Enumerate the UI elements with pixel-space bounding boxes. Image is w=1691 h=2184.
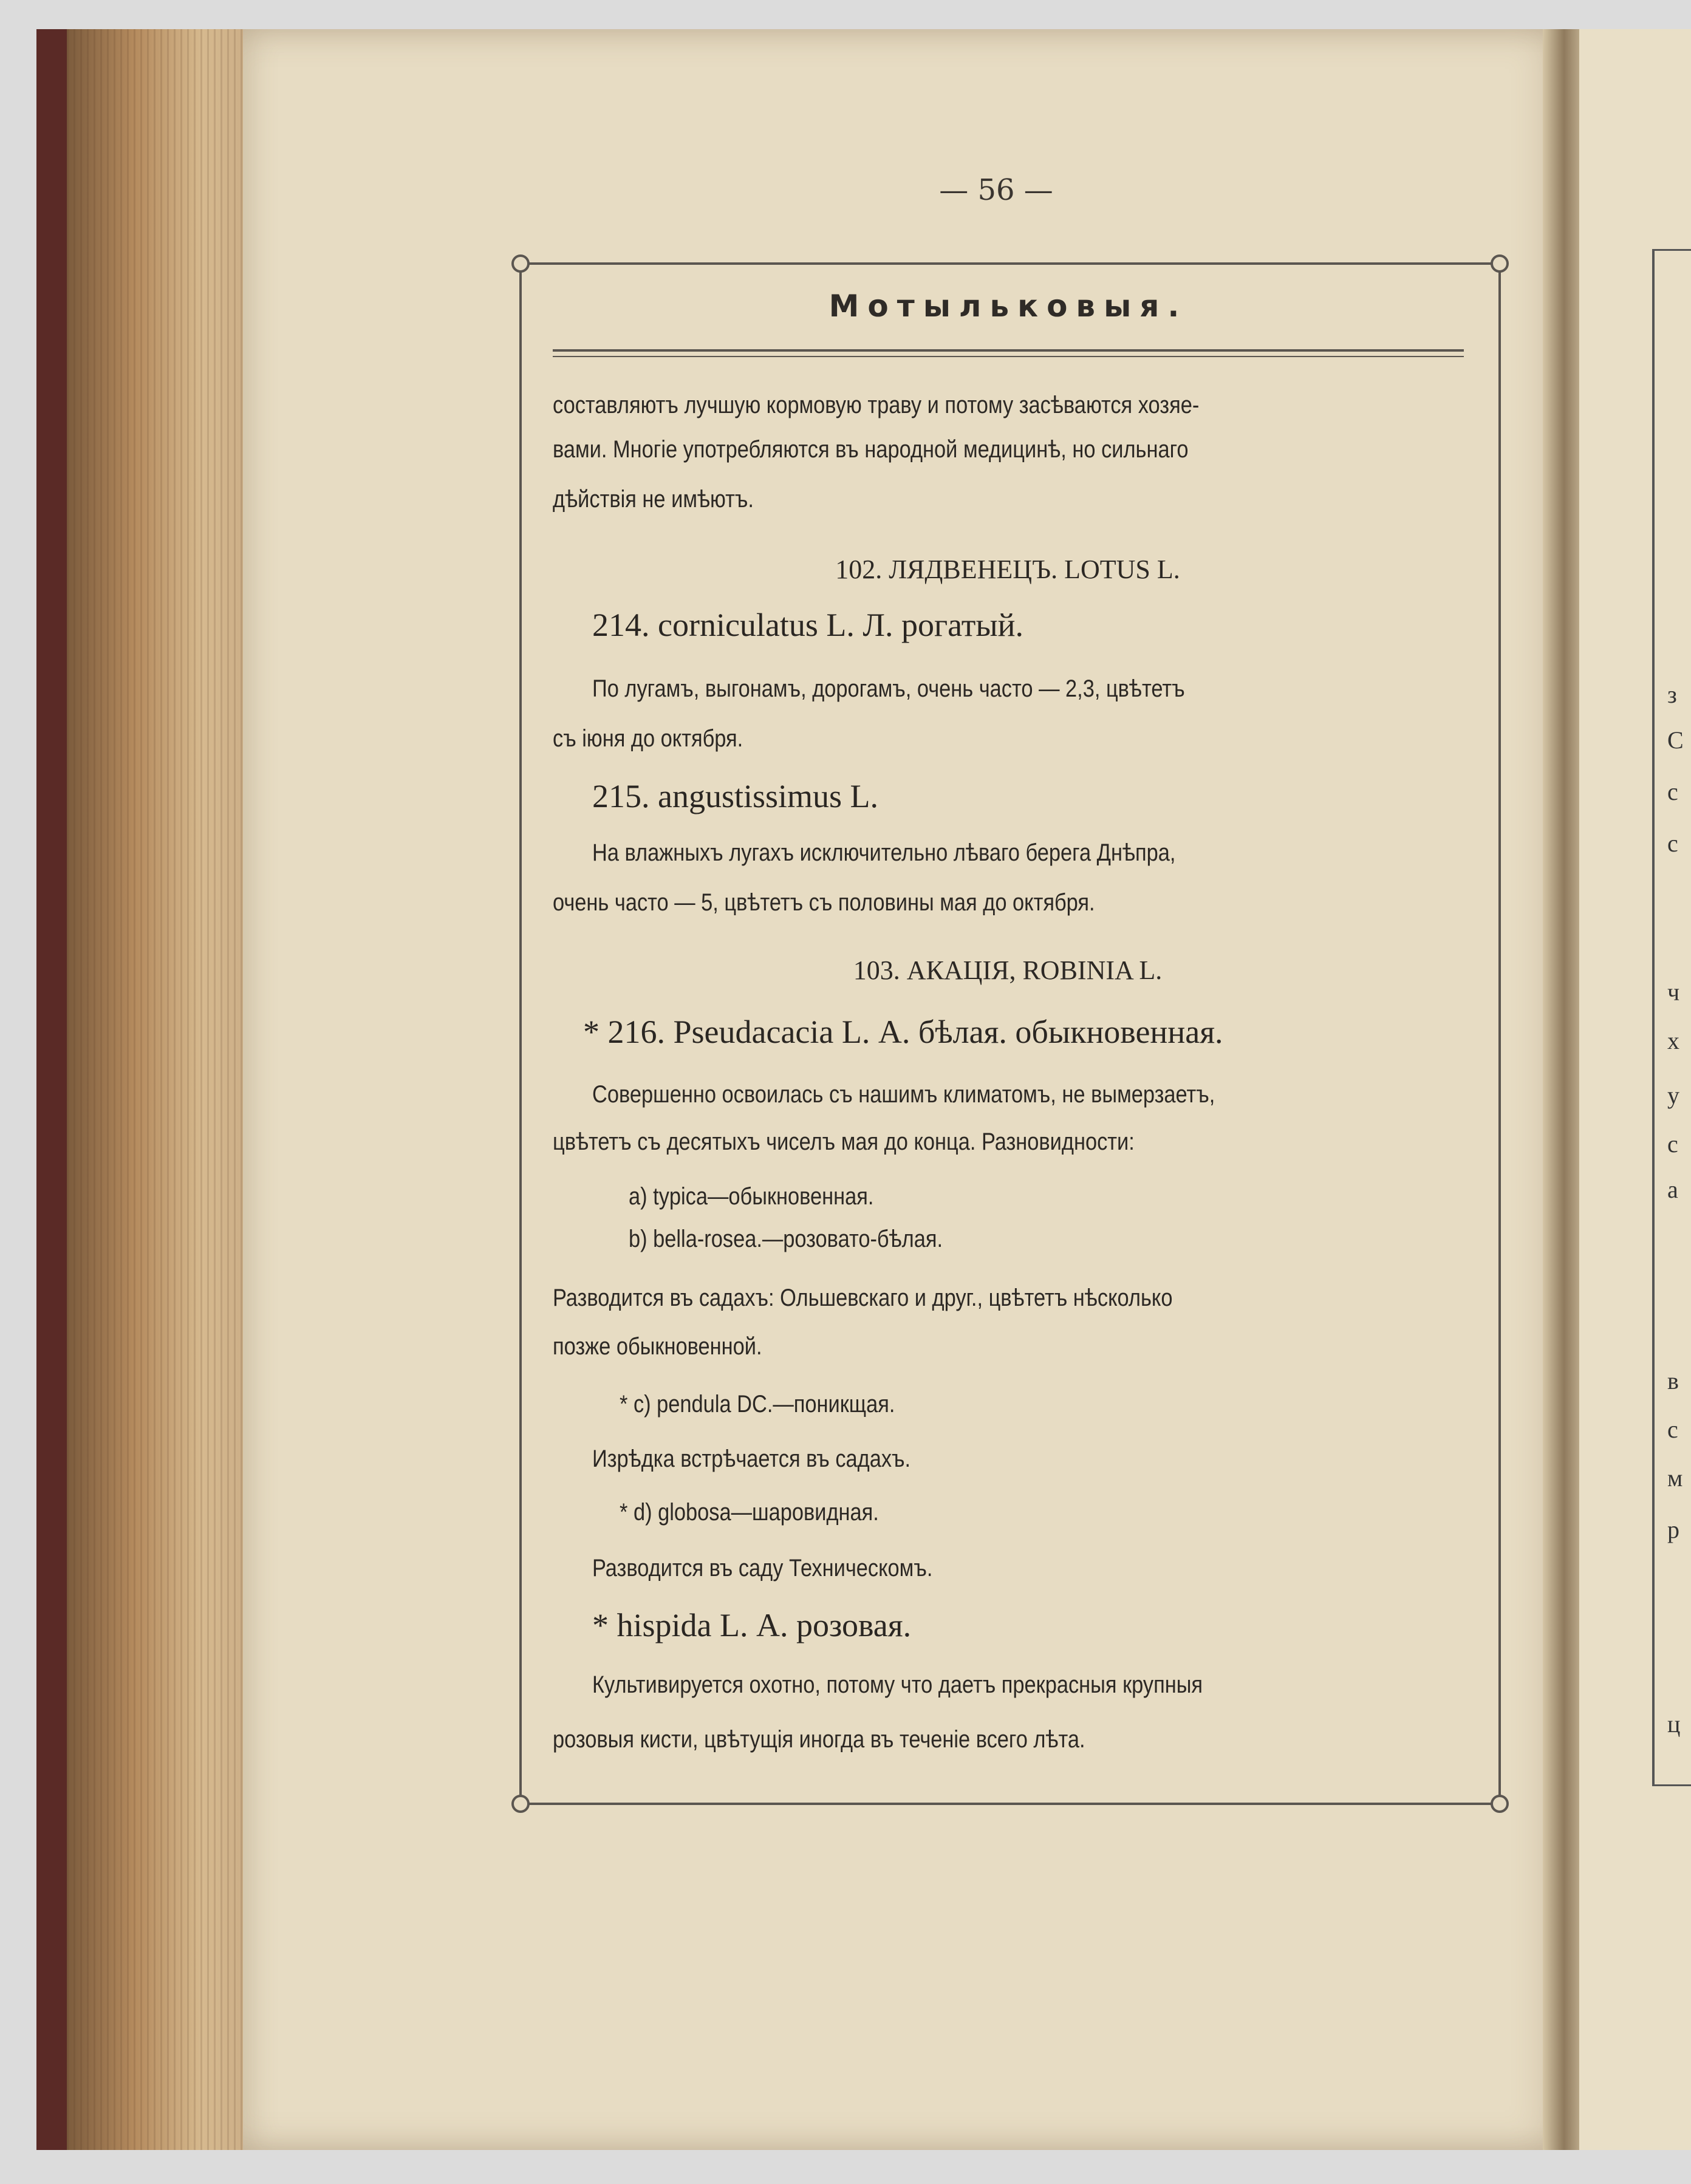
page-edges bbox=[67, 29, 261, 2150]
species-heading: 215. angustissimus L. bbox=[592, 778, 879, 814]
page-number: — 56 — bbox=[939, 173, 1053, 207]
variety-line: * c) pendula DC.—поникщая. bbox=[620, 1391, 895, 1418]
variety-text: Разводится въ садахъ: Ольшевскаго и друг., цвѣтетъ нѣсколько bbox=[553, 1285, 1173, 1311]
variety-text: Изрѣдка встрѣчается въ садахъ. bbox=[592, 1445, 911, 1472]
heading-rule-thin bbox=[553, 356, 1464, 357]
frame-corner-ornament bbox=[1491, 1795, 1509, 1813]
facing-letter: с bbox=[1667, 1416, 1678, 1443]
facing-letter: с bbox=[1667, 1130, 1678, 1158]
facing-letter: р bbox=[1667, 1516, 1679, 1543]
variety-text: позже обыкновенной. bbox=[553, 1333, 762, 1360]
facing-letter: ч bbox=[1667, 978, 1680, 1006]
intro-line: вами. Многіе употребляются въ народной медицинѣ, но сильнаго bbox=[553, 436, 1189, 463]
species-text: цвѣтетъ съ десятыхъ чиселъ мая до конца. Разновидности: bbox=[553, 1128, 1135, 1155]
species-text: Совершенно освоилась съ нашимъ климатомъ, не вымерзаетъ, bbox=[592, 1081, 1215, 1108]
facing-letter: м bbox=[1667, 1464, 1683, 1492]
species-text: На влажныхъ лугахъ исключительно лѣваго берега Днѣпра, bbox=[592, 839, 1176, 866]
intro-line: дѣйствія не имѣютъ. bbox=[553, 486, 754, 513]
variety-line: b) bella-rosea.—розовато-бѣлая. bbox=[629, 1226, 943, 1252]
facing-letter: а bbox=[1667, 1176, 1678, 1203]
species-text: розовыя кисти, цвѣтущія иногда въ теченіе всего лѣта. bbox=[553, 1726, 1085, 1753]
genus-heading-robinia: 103. АКАЦІЯ, ROBINIA L. bbox=[853, 955, 1163, 985]
section-heading: Мотыльковыя. bbox=[828, 288, 1188, 324]
genus-heading-lotus: 102. ЛЯДВЕНЕЦЪ. LOTUS L. bbox=[835, 555, 1180, 584]
facing-letter: ц bbox=[1667, 1710, 1681, 1738]
variety-line: * d) globosa—шаровидная. bbox=[620, 1499, 879, 1526]
facing-letter: с bbox=[1667, 830, 1678, 857]
frame-corner-ornament bbox=[511, 254, 530, 273]
facing-page-frame bbox=[1652, 249, 1691, 1786]
intro-line: составляютъ лучшую кормовую траву и потому засѣваются хозяе- bbox=[553, 392, 1200, 418]
species-text: съ іюня до октября. bbox=[553, 725, 743, 752]
variety-text: Разводится въ саду Техническомъ. bbox=[592, 1555, 933, 1582]
facing-letter: у bbox=[1667, 1082, 1679, 1109]
species-heading: * 216. Pseudacacia L. А. бѣлая. обыкновенная. bbox=[583, 1014, 1223, 1050]
species-heading: 214. corniculatus L. Л. рогатый. bbox=[592, 607, 1024, 643]
frame-corner-ornament bbox=[511, 1795, 530, 1813]
species-text: Культивируется охотно, потому что даетъ прекрасныя крупныя bbox=[592, 1671, 1203, 1698]
species-heading: * hispida L. А. розовая. bbox=[592, 1607, 912, 1643]
species-text: По лугамъ, выгонамъ, дорогамъ, очень часто — 2,3, цвѣтетъ bbox=[592, 675, 1185, 702]
facing-letter: в bbox=[1667, 1367, 1679, 1394]
facing-letter: х bbox=[1667, 1027, 1679, 1054]
heading-rule bbox=[553, 349, 1464, 352]
frame-corner-ornament bbox=[1491, 254, 1509, 273]
variety-line: a) typica—обыкновенная. bbox=[629, 1183, 874, 1210]
facing-letter: с bbox=[1667, 778, 1678, 805]
facing-letter: з bbox=[1667, 681, 1677, 708]
species-text: очень часто — 5, цвѣтетъ съ половины мая до октября. bbox=[553, 889, 1095, 916]
facing-letter: С bbox=[1667, 726, 1684, 754]
